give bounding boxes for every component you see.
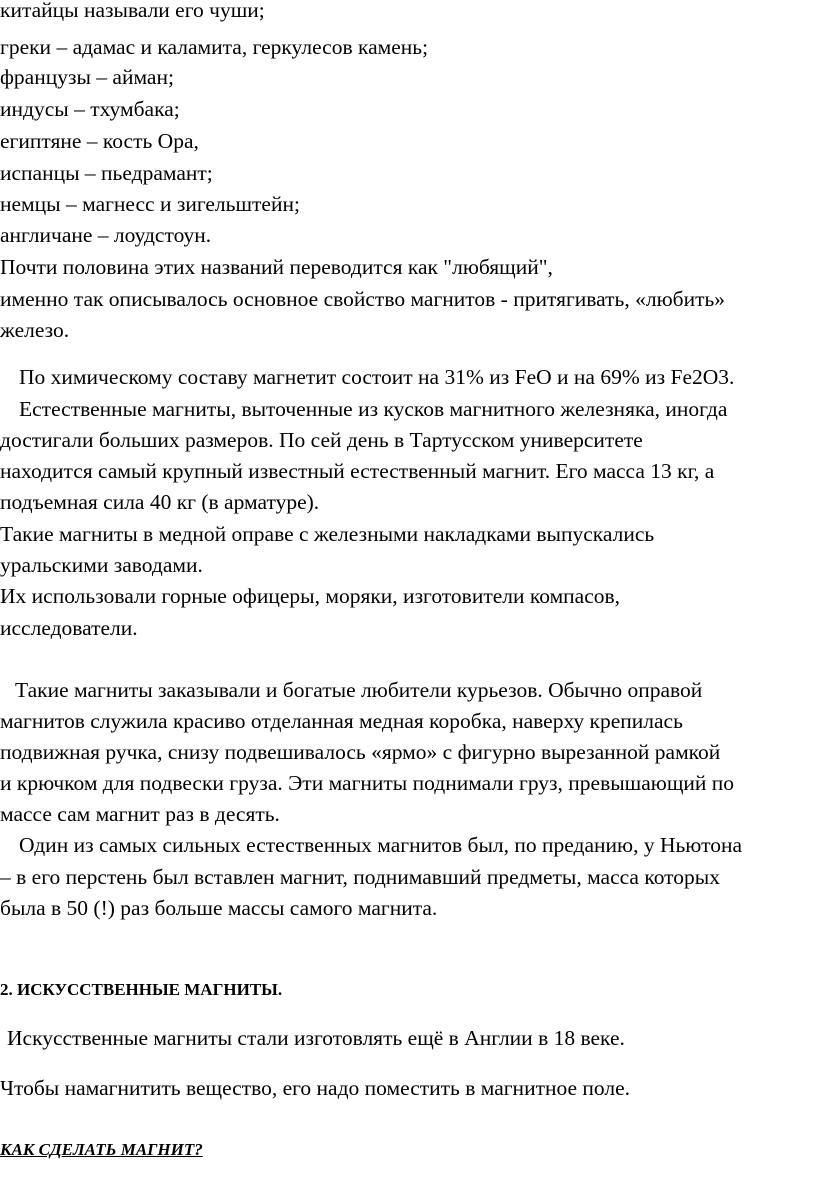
- text-line: именно так описывалось основное свойство магнитов - притягивать, «любить»: [0, 287, 726, 311]
- text-line: подвижная ручка, снизу подвешивалось «ярмо» с фигурно вырезанной рамкой: [0, 740, 721, 764]
- text-line: железо.: [0, 318, 70, 342]
- text-line: массе сам магнит раз в десять.: [0, 802, 280, 826]
- text-line: и крючком для подвески груза. Эти магниты поднимали груз, превышающий по: [0, 771, 735, 795]
- text-line: Такие магниты заказывали и богатые любители курьезов. Обычно оправой: [15, 678, 703, 702]
- text-line: китайцы называли его чуши;: [0, 0, 265, 22]
- text-line: находится самый крупный известный естественный магнит. Его масса 13 кг, а: [0, 459, 715, 483]
- text-line: подъемная сила 40 кг (в арматуре).: [0, 490, 320, 514]
- text-line: Их использовали горные офицеры, моряки, изготовители компасов,: [0, 584, 621, 608]
- text-line: По химическому составу магнетит состоит на 31% из FeO и на 69% из Fe2O3.: [19, 365, 735, 389]
- text-line: индусы – тхумбака;: [0, 97, 180, 121]
- text-line: уральскими заводами.: [0, 553, 203, 577]
- text-line: Такие магниты в медной оправе с железными накладками выпускались: [0, 522, 655, 546]
- text-line: достигали больших размеров. По сей день в Тартусском университете: [0, 428, 643, 452]
- section-heading: 2. ИСКУССТВЕННЫЕ МАГНИТЫ.: [0, 980, 283, 999]
- text-line: была в 50 (!) раз больше массы самого магнита.: [0, 896, 438, 920]
- text-line: магнитов служила красиво отделанная медная коробка, наверху крепилась: [0, 709, 683, 733]
- text-line: Искусственные магниты стали изготовлять ещё в Англии в 18 веке.: [7, 1026, 625, 1050]
- text-line: французы – айман;: [0, 65, 174, 89]
- text-line: англичане – лоудстоун.: [0, 223, 212, 247]
- text-line: Один из самых сильных естественных магнитов был, по преданию, у Ньютона: [19, 833, 742, 857]
- text-line: Чтобы намагнитить вещество, его надо поместить в магнитное поле.: [0, 1076, 631, 1100]
- text-line: греки – адамас и каламита, геркулесов камень;: [0, 35, 429, 59]
- text-line: – в его перстень был вставлен магнит, поднимавший предметы, масса которых: [0, 865, 720, 889]
- text-line: испанцы – пьедрамант;: [0, 161, 213, 185]
- text-line: Естественные магниты, выточенные из кусков магнитного железняка, иногда: [19, 397, 728, 421]
- text-line: исследователи.: [0, 616, 138, 640]
- section-subheading: КАК СДЕЛАТЬ МАГНИТ?: [0, 1140, 203, 1159]
- text-line: немцы – магнесс и зигельштейн;: [0, 192, 300, 216]
- text-line: египтяне – кость Ора,: [0, 129, 199, 153]
- text-line: Почти половина этих названий переводится как "любящий",: [0, 255, 553, 279]
